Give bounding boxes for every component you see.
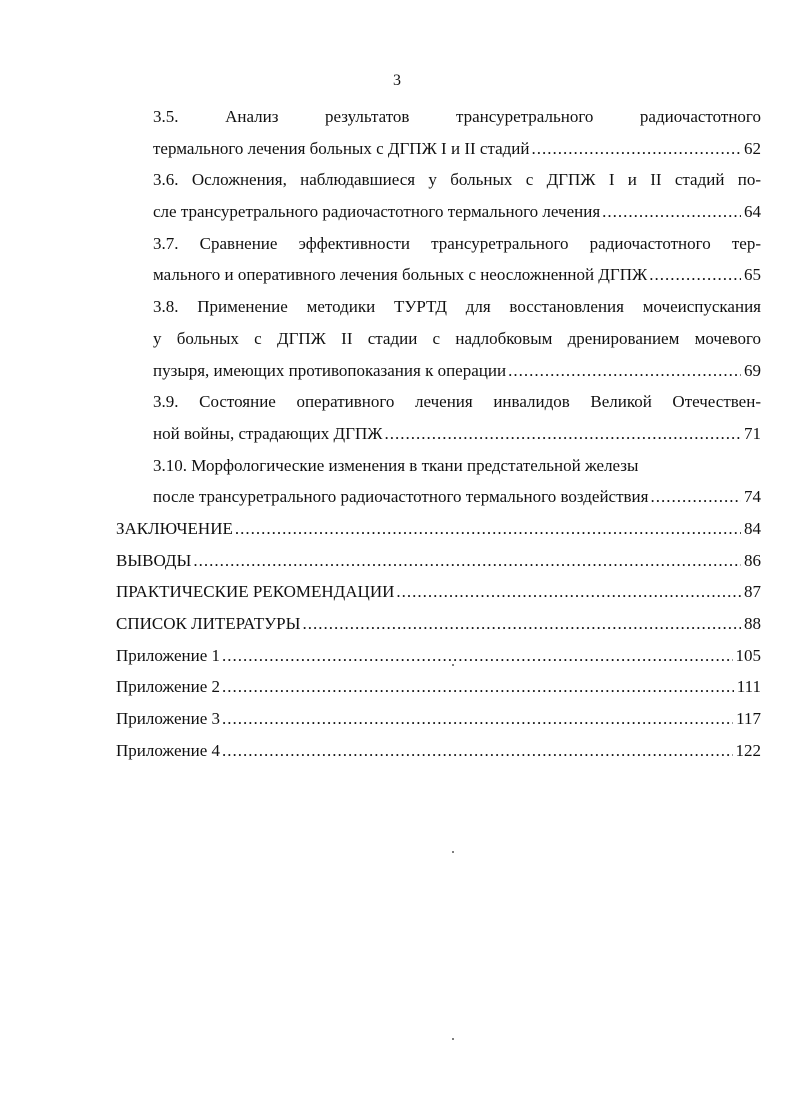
- toc-entry-3-10[interactable]: [116, 450, 761, 513]
- dot-leader: [650, 481, 741, 513]
- toc-page-number: 64: [744, 202, 761, 222]
- dot-leader: [222, 671, 734, 703]
- toc-entry-3-9[interactable]: [116, 386, 761, 449]
- toc-page-number: 86: [744, 550, 761, 570]
- toc-page-number: 84: [744, 518, 761, 538]
- toc-page-number: 117: [736, 709, 761, 729]
- toc-page-number: 62: [744, 138, 761, 158]
- toc-page-number: 87: [744, 582, 761, 602]
- dot-leader: [302, 608, 741, 640]
- toc-entry-text: 3.5. Анализ результатов трансуретрального радиочастотного: [153, 107, 761, 126]
- toc-entry-3-8[interactable]: [116, 291, 761, 386]
- toc-entry-text: Приложение 1: [116, 645, 220, 665]
- toc-entry-3-6[interactable]: [116, 164, 761, 227]
- dot-leader: [396, 576, 741, 608]
- toc-page-number: 88: [744, 614, 761, 633]
- toc-entry-text: ВЫВОДЫ: [116, 550, 192, 570]
- toc-entry-conclusion[interactable]: [116, 513, 761, 545]
- toc-entry-appendix-4[interactable]: [116, 735, 761, 767]
- toc-entry-text: у больных с ДГПЖ II стадии с надлобковым дренированием мочевого: [153, 328, 761, 348]
- toc-entry-3-7[interactable]: [116, 228, 761, 291]
- dot-leader: [235, 513, 741, 545]
- toc-page-number: 74: [744, 487, 761, 507]
- dot-leader: [508, 355, 741, 387]
- toc-entry-references[interactable]: [116, 608, 761, 640]
- dot-leader: [222, 640, 733, 672]
- dot-leader: [384, 418, 741, 450]
- toc-entry-text: после трансуретрального радиочастотного термального воздействия: [153, 487, 649, 507]
- toc-entry-recommendations[interactable]: [116, 576, 761, 608]
- toc-entry-text: Приложение 4: [116, 740, 220, 760]
- toc-entry-text: Приложение 2: [116, 677, 220, 697]
- toc-page-number: 65: [744, 265, 761, 285]
- scan-speck: [452, 851, 454, 853]
- toc-entry-text: 3.6. Осложнения, наблюдавшиеся у больных с ДГПЖ I и II стадий по-: [153, 170, 761, 190]
- dot-leader: [531, 133, 741, 165]
- toc-entry-appendix-3[interactable]: [116, 703, 761, 735]
- scan-speck: [452, 1038, 454, 1040]
- toc-entry-text: мального и оперативного лечения больных с неосложненной ДГПЖ: [153, 265, 648, 285]
- toc-page-number: 105: [735, 645, 761, 665]
- toc-entry-text: 3.9. Состояние оперативного лечения инвалидов Великой Отечествен-: [153, 392, 761, 412]
- dot-leader: [649, 259, 741, 291]
- toc-page-number: 71: [744, 423, 761, 443]
- toc-entry-appendix-2[interactable]: [116, 671, 761, 703]
- toc-entry-text: сле трансуретрального радиочастотного термального лечения: [153, 202, 601, 222]
- table-of-contents: [116, 101, 761, 766]
- toc-entry-text: 3.10. Морфологические изменения в ткани предстательной железы: [153, 455, 639, 475]
- toc-entry-text: 3.7. Сравнение эффективности трансуретрального радиочастотного тер-: [153, 233, 761, 253]
- toc-entry-text: ЗАКЛЮЧЕНИЕ: [116, 518, 233, 538]
- toc-entry-text: ПРАКТИЧЕСКИЕ РЕКОМЕНДАЦИИ: [116, 582, 395, 602]
- page-number: 3: [393, 72, 401, 89]
- dot-leader: [193, 545, 741, 577]
- toc-entry-appendix-1[interactable]: [116, 640, 761, 672]
- toc-entry-text: Приложение 3: [116, 709, 220, 729]
- scan-speck: [452, 664, 454, 666]
- toc-page-number: 69: [744, 360, 761, 380]
- toc-entry-findings[interactable]: [116, 545, 761, 577]
- toc-page-number: 111: [736, 677, 761, 697]
- toc-entry-3-5[interactable]: [116, 101, 761, 164]
- toc-entry-text: пузыря, имеющих противопоказания к операции: [153, 360, 507, 380]
- toc-entry-text: СПИСОК ЛИТЕРАТУРЫ: [116, 614, 301, 633]
- toc-entry-text: термального лечения больных с ДГПЖ I и II стадий: [153, 138, 530, 158]
- toc-page-number: 122: [735, 740, 761, 760]
- dot-leader: [222, 703, 733, 735]
- dot-leader: [602, 196, 741, 228]
- toc-entry-text: 3.8. Применение методики ТУРТД для восстановления мочеиспускания: [153, 297, 761, 317]
- toc-entry-text: ной войны, страдающих ДГПЖ: [153, 423, 383, 443]
- dot-leader: [222, 735, 733, 767]
